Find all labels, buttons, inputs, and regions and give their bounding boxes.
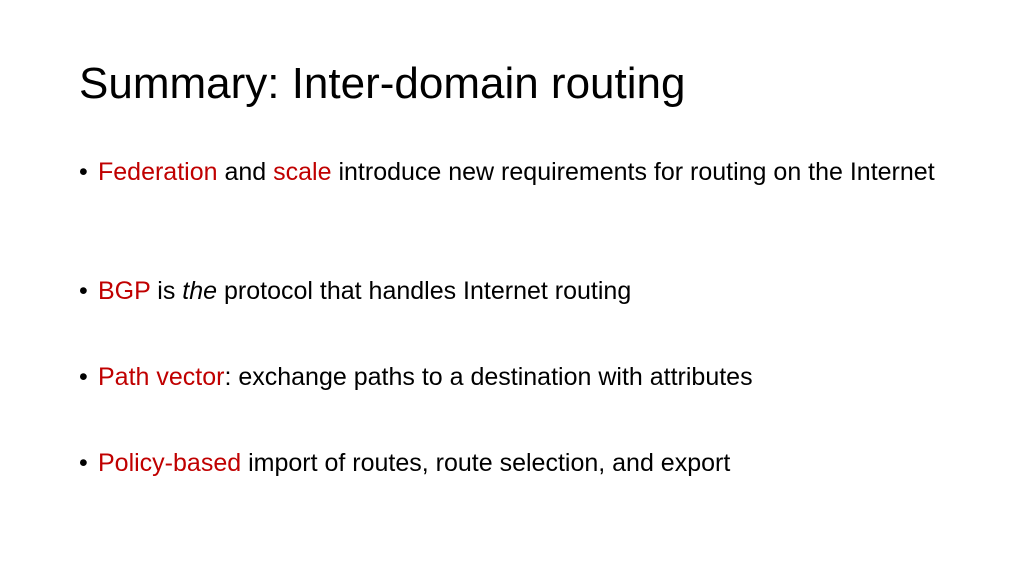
bullet-text-segment: : exchange paths to a destination with attributes: [224, 363, 753, 391]
bullet-text-segment: and: [217, 158, 274, 186]
bullet-item-bgp: [79, 275, 959, 307]
highlight-term: BGP: [98, 277, 151, 305]
bullet-text: [98, 361, 959, 393]
bullet-dot-icon: •: [79, 277, 88, 305]
highlight-term: Federation: [98, 158, 218, 186]
bullet-text-segment: introduce new requirements for routing on the Internet: [331, 158, 935, 186]
bullet-dot-icon: •: [79, 363, 88, 391]
highlight-term: scale: [273, 158, 332, 186]
bullet-text-segment: is: [150, 277, 183, 305]
bullet-item-federation: [79, 156, 959, 188]
bullet-item-path-vector: [79, 361, 959, 393]
highlight-term: Path vector: [98, 363, 225, 391]
bullet-dot-icon: •: [79, 449, 88, 477]
bullet-text: [98, 275, 959, 307]
bullet-text: [98, 156, 959, 188]
slide-title: Summary: Inter-domain routing: [79, 59, 686, 108]
bullet-dot-icon: •: [79, 158, 88, 186]
emphasis-term: the: [182, 277, 218, 305]
bullet-item-policy-based: [79, 447, 959, 479]
bullet-text-segment: import of routes, route selection, and export: [241, 449, 731, 477]
bullet-text-segment: protocol that handles Internet routing: [217, 277, 632, 305]
highlight-term: Policy-based: [98, 449, 242, 477]
bullet-text: [98, 447, 959, 479]
